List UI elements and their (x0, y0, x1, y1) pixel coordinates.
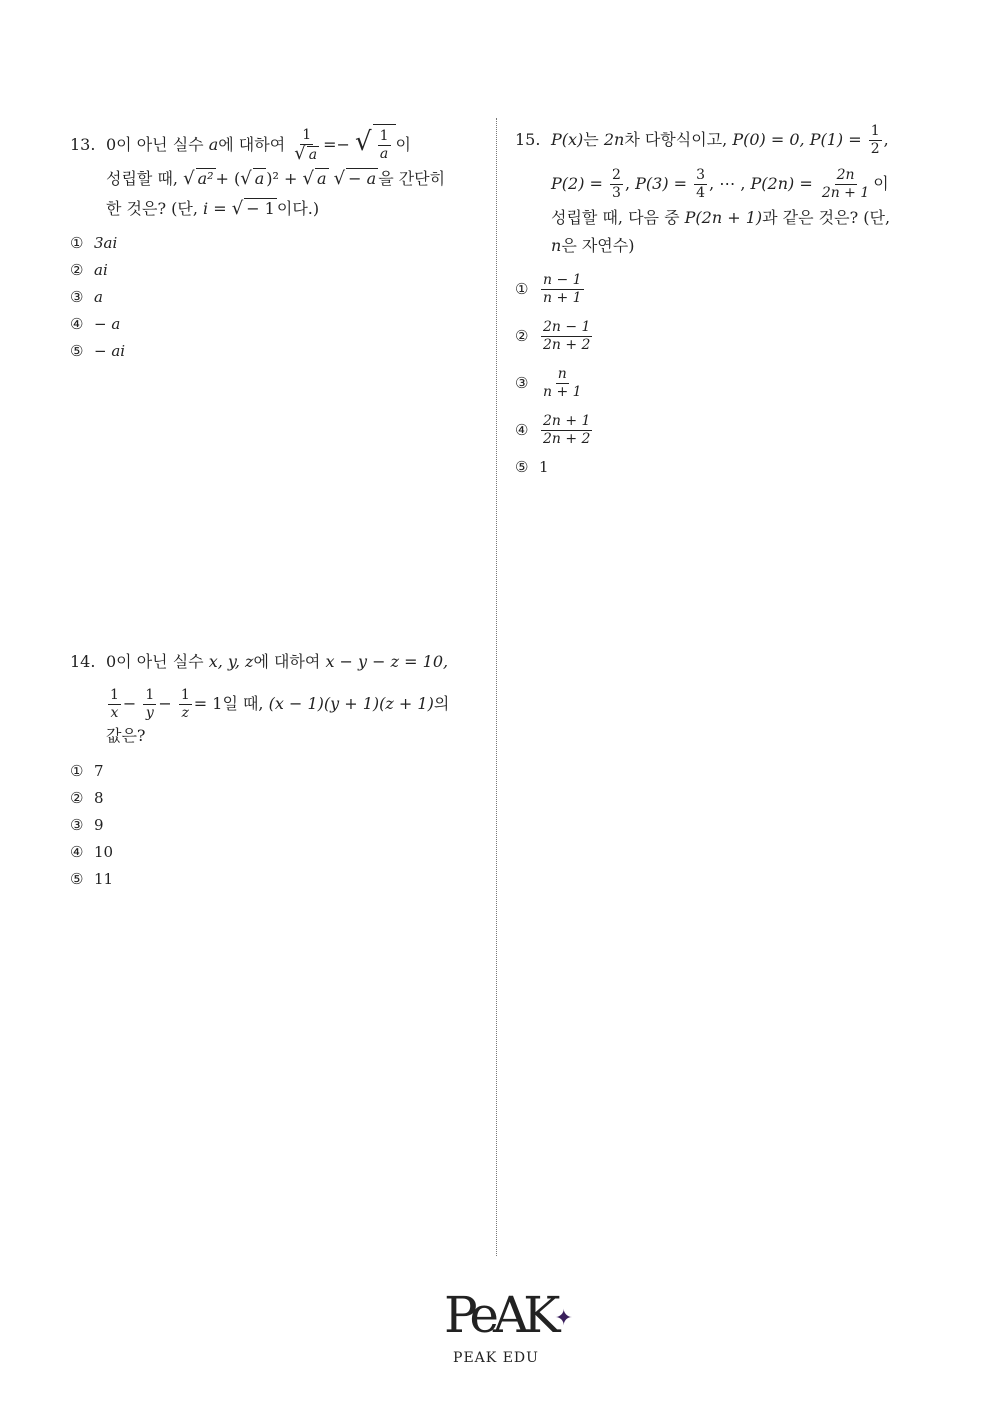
star-icon: ✦ (554, 1306, 567, 1331)
choice-number: ③ (70, 288, 84, 306)
q14-choice[interactable] (70, 812, 449, 839)
q14-number: 14. (70, 652, 96, 671)
q14-choice[interactable] (70, 785, 449, 812)
q15-frac-p2 (610, 167, 623, 202)
q14-equation: x − y − z = 10, (325, 652, 449, 671)
q15-choice[interactable] (515, 313, 890, 360)
q15-text: 과 같은 것은? (단, (762, 208, 891, 227)
choice-value: − ai (94, 342, 126, 360)
q13-text: 한 것은? (단, (106, 199, 203, 218)
choice-fraction (541, 272, 584, 307)
q15-line-3 (515, 208, 890, 236)
q14-choice[interactable] (70, 758, 449, 785)
frac-den: 2 (870, 141, 880, 157)
question-15 (515, 120, 890, 481)
choice-value: 3ai (94, 234, 118, 252)
q13-text: 이 (395, 135, 411, 154)
q14-frac-z (179, 687, 192, 722)
choice-value: 7 (94, 762, 104, 780)
peak-logo (444, 1286, 567, 1370)
q13-sqrt-4: − a (348, 169, 377, 188)
q15-px: P(x) (551, 130, 584, 149)
q15-p3: P(3) = (635, 174, 693, 193)
frac-num: n (557, 366, 567, 382)
q13-text: 성립할 때, (106, 169, 184, 188)
q13-text: 에 대하여 (218, 135, 291, 154)
q13-var-i: i (203, 199, 209, 218)
q13-sqrt-3: a (317, 169, 327, 188)
q13-line-1: 13. 0이 아닌 실수 a에 대하여 $\frac{1}{√ a}$ =− √ $\frac{1}{a}$ 이 (70, 122, 445, 162)
choice-number: ④ (70, 315, 84, 333)
q13-eq: =− (323, 135, 350, 154)
choice-value: 1 (539, 458, 549, 476)
frac-den: 2n + 1 (821, 185, 870, 201)
q13-choices (70, 230, 445, 365)
q13-choice[interactable] (70, 230, 445, 257)
question-14 (70, 652, 449, 893)
q15-text: , (624, 174, 631, 193)
frac-num: 2n − 1 (543, 319, 591, 335)
frac-num: n − 1 (543, 272, 582, 288)
q13-line-3: 한 것은? (단, i = √ − 1 이다.) (106, 198, 320, 219)
choice-value: 9 (94, 816, 104, 834)
q15-choice[interactable] (515, 360, 890, 407)
frac-den: 2n + 2 (543, 337, 591, 353)
q15-text: 은 자연수) (561, 236, 635, 255)
q14-vars: x, y, z (208, 652, 254, 671)
q14-choice[interactable] (70, 866, 449, 893)
q14-text: 의 (433, 694, 450, 713)
choice-number: ② (515, 327, 529, 345)
q14-eq: = 1 (193, 694, 223, 713)
q13-number: 13. (70, 135, 96, 154)
q13-choice[interactable] (70, 284, 445, 311)
q13-choice[interactable] (70, 257, 445, 284)
frac-num: 1 (870, 123, 880, 139)
q13-text: 이다.) (276, 199, 320, 218)
logo-text: PEAK EDU (453, 1350, 539, 1366)
choice-number: ⑤ (70, 342, 84, 360)
choice-number: ② (70, 261, 84, 279)
q13-line-2: 성립할 때, √ a² + (√ a )² + √ a √ − a 을 간단히 (106, 168, 446, 189)
frac-num: 1 (110, 687, 119, 703)
q15-frac-p3 (694, 167, 707, 202)
q13-rhs-frac (378, 128, 391, 163)
frac-den: x (110, 705, 119, 721)
q13-frac-den-var: a (308, 147, 318, 163)
frac-num: 1 (145, 687, 155, 703)
q15-frac-p1 (869, 123, 882, 158)
frac-num: 1 (180, 687, 190, 703)
q15-number: 15. (515, 130, 541, 149)
choice-number: ③ (70, 816, 84, 834)
q15-choice[interactable] (515, 454, 890, 481)
q13-sqrt-2: a (254, 169, 265, 188)
frac-den: n + 1 (543, 290, 582, 306)
frac-num: 2n (836, 167, 855, 183)
logo-mark-text: PeAK (444, 1286, 555, 1344)
choice-fraction (541, 413, 592, 448)
q13-rhs-den: a (379, 146, 389, 162)
q15-choice[interactable] (515, 407, 890, 454)
choice-number: ① (70, 234, 84, 252)
q13-fraction (292, 127, 321, 164)
frac-den: n + 1 (543, 384, 582, 400)
q13-eq: = (208, 199, 232, 218)
q13-text: 을 간단히 (378, 169, 446, 188)
frac-den: 3 (612, 185, 621, 201)
q14-frac-y (143, 687, 156, 722)
column-divider (496, 118, 497, 1256)
choice-value: 11 (94, 870, 114, 888)
choice-fraction (541, 319, 592, 354)
choice-number: ① (515, 280, 529, 298)
q14-line-2 (70, 682, 449, 726)
choice-number: ④ (70, 843, 84, 861)
q13-text: 0이 아닌 실수 (106, 135, 209, 154)
q13-rhs-sqrt (373, 124, 396, 165)
q13-sqrt-5: − 1 (246, 199, 275, 218)
q13-var: a (208, 135, 219, 154)
q15-text: 이 (873, 174, 889, 193)
frac-den: 2n + 2 (543, 431, 591, 447)
q15-dots: , ⋯ , (709, 174, 746, 193)
choice-value: 8 (94, 789, 104, 807)
q15-text: 차 다항식이고, (624, 130, 733, 149)
q13-rhs-num: 1 (379, 128, 389, 144)
q13-op: + ( (215, 169, 241, 188)
q15-expression: P(2n + 1) (684, 208, 763, 227)
q15-line-4 (515, 236, 890, 264)
q15-text: 성립할 때, 다음 중 (551, 208, 685, 227)
q14-choices (70, 758, 449, 893)
q14-text: 0이 아닌 실수 (106, 652, 209, 671)
q14-op: − (158, 694, 172, 713)
q15-text: , (883, 130, 889, 149)
choice-value: ai (94, 261, 108, 279)
q15-p2n: P(2n) = (750, 174, 818, 193)
q13-op: )² + (266, 169, 298, 188)
q15-p0: P(0) = 0, (732, 130, 805, 149)
frac-den: 4 (696, 185, 706, 201)
choice-value: − a (94, 315, 121, 333)
q14-choice[interactable] (70, 839, 449, 866)
q14-op: − (122, 694, 137, 713)
q13-frac-num: 1 (302, 127, 312, 143)
q13-choice[interactable] (70, 311, 445, 338)
q14-frac-x (108, 687, 121, 722)
q13-frac-den: √ a (294, 143, 318, 164)
q15-choices (515, 266, 890, 481)
q14-expression: (x − 1)(y + 1)(z + 1) (268, 694, 434, 713)
frac-num: 3 (696, 167, 706, 183)
choice-number: ③ (515, 374, 529, 392)
choice-number: ⑤ (515, 458, 529, 476)
frac-den: y (145, 705, 154, 721)
q15-p2: P(2) = (551, 174, 609, 193)
choice-number: ⑤ (70, 870, 84, 888)
q15-frac-p2n (820, 167, 871, 202)
q15-var-n: n (551, 236, 562, 255)
q14-text: 일 때, (222, 694, 269, 713)
q15-text: 는 (583, 130, 604, 149)
frac-den: z (181, 705, 189, 721)
logo-mark (444, 1286, 567, 1348)
choice-number: ① (70, 762, 84, 780)
q15-degree: 2n (603, 130, 625, 149)
frac-num: 2 (612, 167, 621, 183)
choice-number: ④ (515, 421, 529, 439)
frac-num: 2n + 1 (543, 413, 591, 429)
q13-choice[interactable] (70, 338, 445, 365)
question-13 (70, 122, 445, 365)
q15-line-1 (515, 120, 890, 160)
q15-choice[interactable] (515, 266, 890, 313)
choice-fraction (541, 366, 584, 401)
q14-line-1 (70, 652, 449, 682)
choice-value: a (94, 288, 103, 306)
q13-sqrt-1: a² (197, 169, 214, 188)
q15-p1: P(1) = (809, 130, 867, 149)
q14-text: 에 대하여 (253, 652, 326, 671)
q15-line-2 (515, 160, 890, 208)
choice-value: 10 (94, 843, 114, 861)
q14-line-3 (70, 726, 449, 756)
q14-text: 값은? (106, 726, 146, 745)
choice-number: ② (70, 789, 84, 807)
